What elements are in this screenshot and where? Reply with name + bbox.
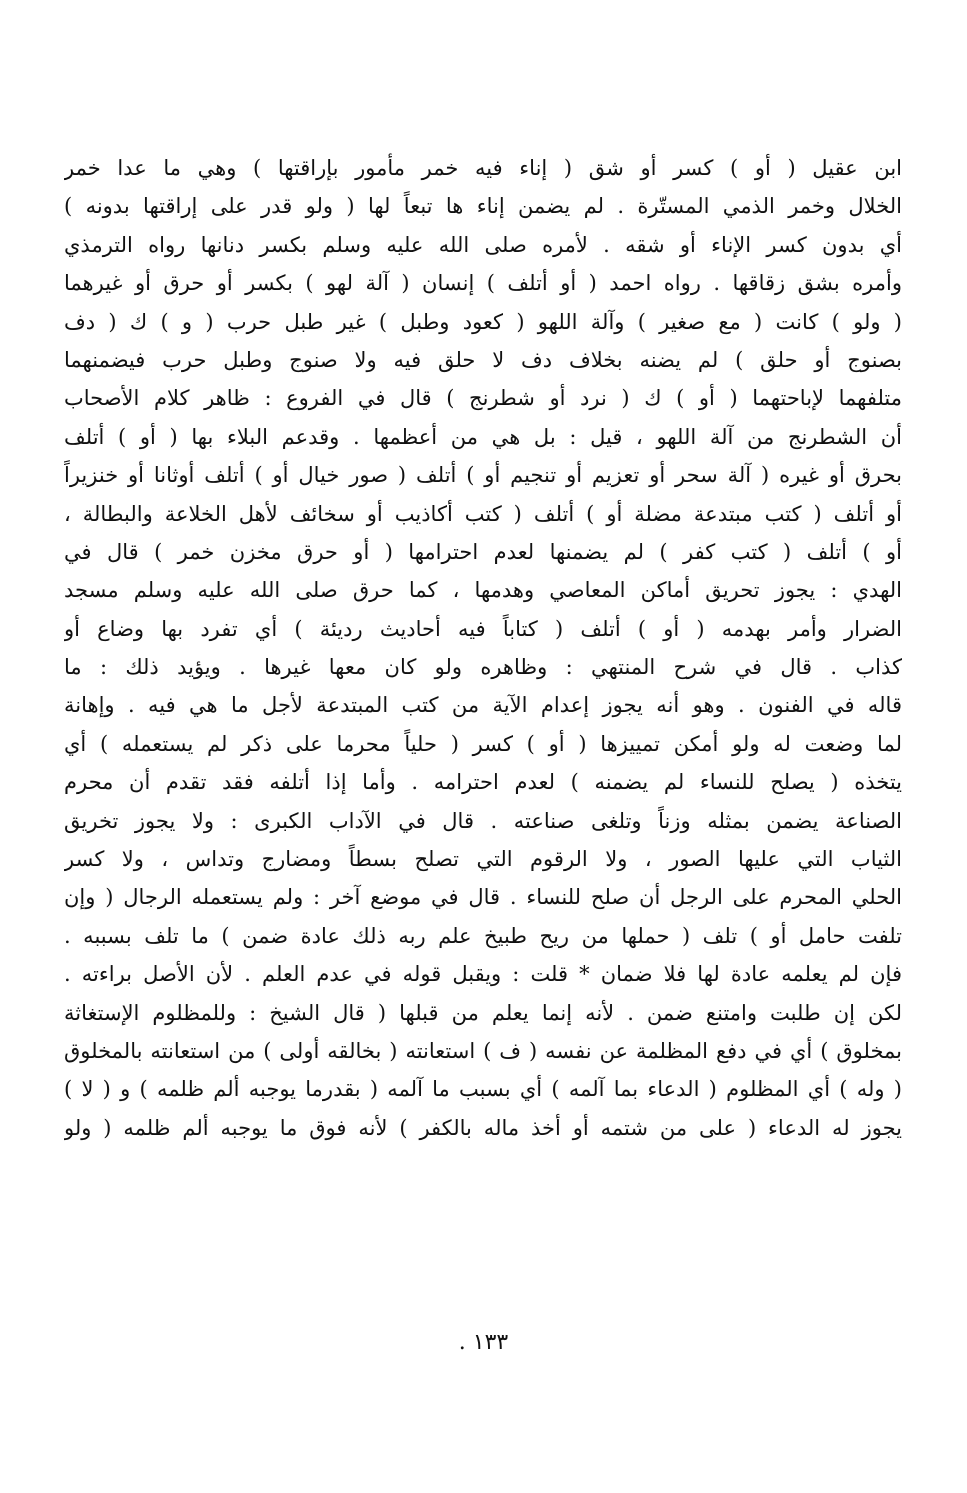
text-line: متلفهما لإباحتهما ( أو ) ك ( نرد أو شطرنج ) قال في الفروع : ظاهر كلام الأصحاب [64,386,902,411]
text-line: بحرق أو غيره ( آلة سحر أو تعزيم أو تنجيم أو ) أتلف ( صور خيال أو ) أتلف أوثانا أو خنزيراً [64,463,902,488]
text-line: أو أتلف ( كتب مبتدعة مضلة أو ) أتلف ( كتب أكاذيب أو سخائف لأهل الخلاعة والبطالة ، [64,501,902,526]
text-line: فإن لم يعلمه عادة لها فلا ضمان * قلت : ويقبل قوله في عدم العلم . لأن الأصل براءته . [64,962,902,987]
text-line: أي بدون كسر الإناء أو شقه . لأمره صلى الله عليه وسلم بكسر دنانها رواه الترمذي [64,232,902,257]
body-text [64,149,902,1147]
text-line: أن الشطرنج من آلة اللهو ، قيل : بل هي من أعظمها . وقدعم البلاء بها ( أو ) أتلف [64,424,902,449]
text-line: وأمره بشق زقاقها . رواه احمد ( أو أتلف ) إنسان ( آلة لهو ) بكسر أو حرق أو غيرهما [64,271,902,296]
text-line: ( ولو ) كانت ( مع صغير ) وآلة اللهو ( كعود وطبل ) غير طبل حرب ( و ) ك ( دف [64,309,902,334]
text-line: يتخذه ( يصلح للنساء لم يضمنه ) لعدم احترامه . وأما إذا أتلفه فقد تقدم أن محرم [64,770,902,795]
text-line: الهدي : يجوز تحريق أماكن المعاصي وهدمها ، كما حرق صلى الله عليه وسلم مسجد [64,578,902,603]
text-line: لما وضعت له ولو أمكن تمييزها ( أو ) كسر ( حلياً محرما على ذكر لم يستعمله ) أي [64,731,902,756]
text-line: أو ) أتلف ( كتب كفر ) لم يضمنها لعدم احترامها ( أو حرق مخزن خمر ) قال في [64,539,902,564]
text-line: يجوز له الدعاء ( على من شتمه أو أخذ ماله بالكفر ) لأنه فوق ما يوجبه ألم ظلمه ( ولو [64,1115,902,1140]
text-line: ابن عقيل ( أو ) كسر أو شق ( إناء فيه خمر مأمور بإراقتها ) وهي ما عدا خمر [64,156,902,180]
text-line: لكن إن طلبت وامتنع ضمن . لأنه إنما يعلم من قبلها ( قال الشيخ : وللمظلوم الإستغاثة [64,1000,902,1025]
text-line: الصناعة يضمن بمثله وزناً وتلغى صناعته . قال في الآداب الكبرى : ولا يجوز تخريق [64,808,902,833]
text-line: الضرار وأمر بهدمه ( أو ) أتلف ( كتاباً فيه أحاديث رديئة ) أي تفرد بها وضاع أو [64,616,902,641]
text-line: ( وله ) أي المظلوم ( الدعاء بما آلمه ) أي بسبب ما آلمه ( بقدرما يوجبه ألم ظلمه ) و ( لا ) [64,1077,902,1102]
text-line: الثياب التي عليها الصور ، ولا الرقوم التي تصلح بسطاً ومضارج وتداس ، ولا كسر [64,847,902,872]
text-line: بصنوج أو حلق ) لم يضنه بخلاف دف لا حلق فيه ولا صنوج وطبل حرب فيضمنهما [64,347,902,372]
text-line: قاله في الفنون . وهو أنه يجوز إعدام الآية من كتب المبتدعة لأجل ما هي فيه . وإهانة [64,693,902,718]
page-number: ١٣٣ . [458,1330,509,1355]
text-line: كذاب . قال في شرح المنتهي : وظاهره ولو كان معها غيرها . ويؤيد ذلك : ما [64,655,902,680]
text-line: تلفت حامل أو ) تلف ( حملها من ريح طبيخ علم ربه ذلك عادة ضمن ) ما تلف بسببه . [64,923,902,948]
text-line: الخلال وخمر الذمي المستّرة . لم يضمن إناء ها تبعاً لها ( ولو قدر على إراقتها بدونه ) [64,194,902,219]
text-line: الحلي المحرم على الرجل أن صلح للنساء . قال في موضع آخر : ولم يستعمله الرجال ( وإن [64,885,902,910]
text-line: بمخلوق ) أي في دفع المظلمة عن نفسه ( ف ) استعانته ( بخالقه أولى ) من استعانته بالمخلوق [64,1038,902,1063]
